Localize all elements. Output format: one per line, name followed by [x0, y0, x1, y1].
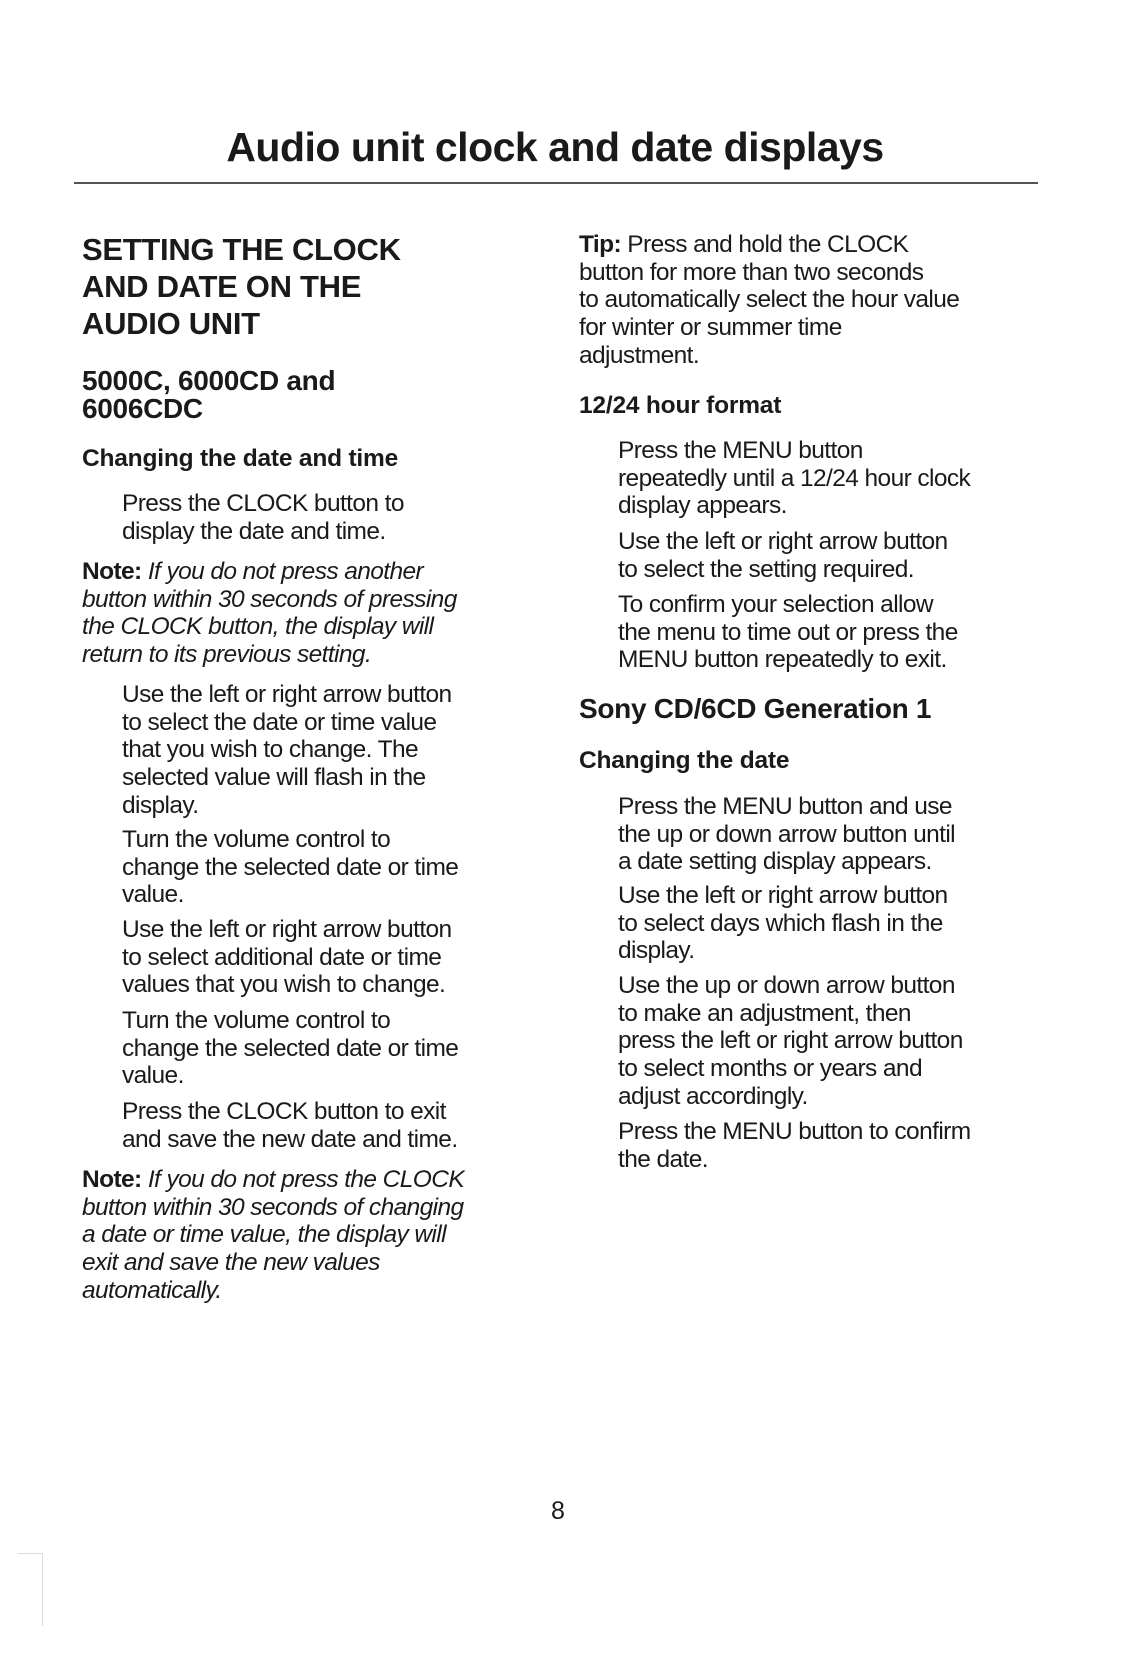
note-paragraph [82, 1166, 464, 1305]
note-text: If you do not press another button within 30 seconds of pressing the CLOCK button, the display will return to its previous setting. [82, 558, 457, 669]
note-paragraph [82, 558, 457, 669]
page-title: Audio unit clock and date displays [226, 124, 884, 170]
note-label: Note: [82, 1166, 142, 1193]
step-paragraph: Press the CLOCK button to exit and save the new date and time. [122, 1098, 458, 1153]
step-paragraph: Turn the volume control to change the selected date or time value. [122, 826, 459, 909]
subheading-12-24-format: 12/24 hour format [579, 392, 782, 419]
subheading-changing-date: Changing the date [579, 747, 790, 774]
step-paragraph: Press the CLOCK button to display the date and time. [122, 490, 404, 545]
title-divider [74, 182, 1038, 184]
step-paragraph: Use the left or right arrow button to select additional date or time values that you wish to change. [122, 916, 452, 999]
tip-label: Tip: [579, 231, 622, 258]
note-text: If you do not press the CLOCK button within 30 seconds of changing a date or time value, the display will exit and save the new values automatically. [82, 1166, 465, 1304]
tip-paragraph [579, 231, 959, 370]
models-heading: 5000C, 6000CD and 6006CDC [82, 365, 336, 424]
sony-heading: Sony CD/6CD Generation 1 [579, 693, 932, 724]
step-paragraph: Use the left or right arrow button to select the setting required. [618, 528, 948, 583]
page-number: 8 [551, 1497, 565, 1525]
tip-text: Press and hold the CLOCK button for more than two seconds to automatically select the hour value for winter or summer time adjustment. [579, 231, 960, 369]
step-paragraph: Use the up or down arrow button to make an adjustment, then press the left or right arrow button to select months or years and adjust accordingly. [618, 972, 963, 1110]
step-paragraph: Turn the volume control to change the selected date or time value. [122, 1007, 459, 1090]
step-paragraph: Press the MENU button repeatedly until a 12/24 hour clock display appears. [618, 437, 971, 520]
section-heading: SETTING THE CLOCK AND DATE ON THE AUDIO UNIT [82, 232, 401, 341]
subheading-changing-date-time: Changing the date and time [82, 445, 399, 472]
step-paragraph: To confirm your selection allow the menu to time out or press the MENU button repeatedly to exit. [618, 591, 958, 674]
crop-mark [18, 1553, 43, 1626]
step-paragraph: Use the left or right arrow button to select days which flash in the display. [618, 882, 948, 965]
note-label: Note: [82, 558, 142, 585]
step-paragraph: Use the left or right arrow button to select the date or time value that you wish to change. The selected value will flash in the display. [122, 681, 452, 819]
step-paragraph: Press the MENU button to confirm the date. [618, 1118, 971, 1173]
step-paragraph: Press the MENU button and use the up or down arrow button until a date setting display appears. [618, 793, 956, 876]
